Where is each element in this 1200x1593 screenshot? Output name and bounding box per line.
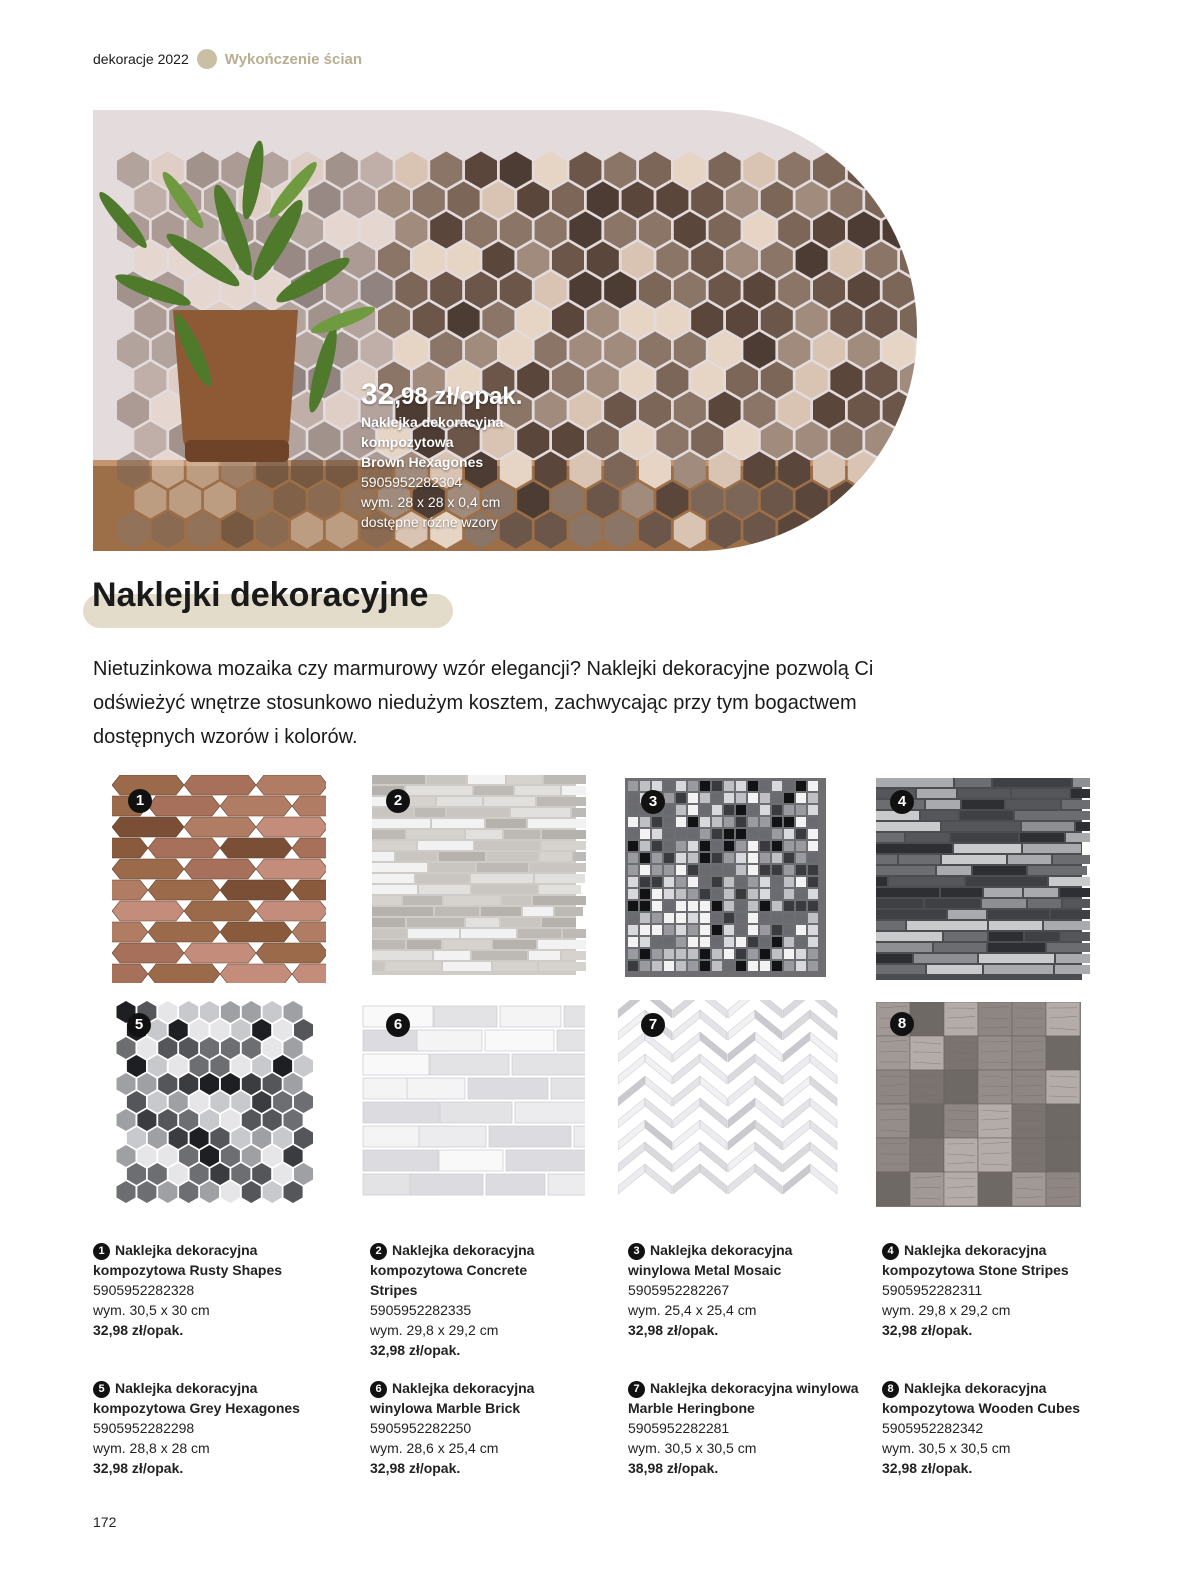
section-dot-icon [197, 49, 217, 69]
product-image-2 [372, 775, 586, 983]
product-ean-2: 5905952282335 [370, 1302, 472, 1318]
product-image-3 [625, 778, 839, 986]
product-number-1: 1 [93, 1243, 110, 1260]
product-name-3: 3 Naklejka dekoracyjna winylowa Metal Mosaic [628, 1242, 793, 1278]
product-number-2: 2 [370, 1243, 387, 1260]
product-dims-2: wym. 29,8 x 29,2 cm [370, 1322, 499, 1338]
product-ean-4: 5905952282311 [882, 1282, 983, 1298]
product-name-8: 8 Naklejka dekoracyjna kompozytowa Wooden Cubes [882, 1380, 1081, 1416]
product-number-7: 7 [628, 1381, 645, 1398]
product-badge-8: 8 [890, 1012, 914, 1036]
product-info-6 [370, 1378, 570, 1478]
product-image-1 [112, 775, 326, 983]
product-price-3: 32,98 zł/opak. [628, 1322, 719, 1338]
hero-price: 32,98 zł/opak. [361, 378, 523, 411]
product-dims-1: wym. 30,5 x 30 cm [93, 1302, 210, 1318]
product-badge-3: 3 [641, 790, 665, 814]
hero-hexagon-wall-illustration [93, 110, 917, 551]
page-number: 172 [93, 1514, 117, 1530]
intro-paragraph: Nietuzinkowa mozaika czy marmurowy wzór elegancji? Naklejki dekoracyjne pozwolą Ci odświeżyć wnętrze stosunkowo niedużym kosztem, zachwycając przy tym bogactwem dostępnych wzorów i kolorów. [93, 658, 874, 748]
section-title: Naklejki dekoracyjne [92, 576, 429, 614]
product-ean-6: 5905952282250 [370, 1420, 472, 1436]
product-name-1: 1 Naklejka dekoracyjna kompozytowa Rusty Shapes [93, 1242, 283, 1278]
hero-ean: 5905952282304 [361, 474, 463, 490]
product-number-4: 4 [882, 1243, 899, 1260]
product-number-5: 5 [93, 1381, 110, 1398]
product-price-1: 32,98 zł/opak. [93, 1322, 184, 1338]
hero-product-info [361, 412, 503, 532]
product-price-6: 32,98 zł/opak. [370, 1460, 461, 1476]
section-name: Wykończenie ścian [224, 50, 363, 68]
hero-product-name-3: Brown Hexagones [361, 454, 484, 470]
product-dims-7: wym. 30,5 x 30,5 cm [628, 1440, 757, 1456]
product-badge-4: 4 [890, 790, 914, 814]
product-price-4: 32,98 zł/opak. [882, 1322, 973, 1338]
product-name-2: 2 Naklejka dekoracyjna kompozytowa Concrete Stripes [370, 1242, 535, 1298]
product-info-4 [882, 1240, 1132, 1340]
product-ean-5: 5905952282298 [93, 1420, 195, 1436]
product-ean-3: 5905952282267 [628, 1282, 730, 1298]
product-info-2 [370, 1240, 570, 1360]
section-title-block [83, 576, 453, 628]
product-dims-4: wym. 29,8 x 29,2 cm [882, 1302, 1011, 1318]
page-header [93, 48, 362, 70]
product-image-8 [876, 1002, 1090, 1210]
product-info-5 [93, 1378, 343, 1478]
product-name-7: 7 Naklejka dekoracyjna winylowa Marble Heringbone [628, 1380, 859, 1416]
hero-note: dostępne różne wzory [361, 514, 498, 530]
product-badge-2: 2 [386, 789, 410, 813]
product-dims-8: wym. 30,5 x 30,5 cm [882, 1440, 1011, 1456]
product-price-8: 32,98 zł/opak. [882, 1460, 973, 1476]
catalog-name: dekoracje 2022 [93, 51, 189, 67]
product-ean-7: 5905952282281 [628, 1420, 730, 1436]
product-price-5: 32,98 zł/opak. [93, 1460, 184, 1476]
product-number-8: 8 [882, 1381, 899, 1398]
product-badge-5: 5 [127, 1013, 151, 1037]
product-badge-6: 6 [386, 1013, 410, 1037]
product-number-6: 6 [370, 1381, 387, 1398]
product-price-2: 32,98 zł/opak. [370, 1342, 461, 1358]
product-dims-6: wym. 28,6 x 25,4 cm [370, 1440, 499, 1456]
product-number-3: 3 [628, 1243, 645, 1260]
product-image-5 [112, 1000, 326, 1208]
product-price-7: 38,98 zł/opak. [628, 1460, 719, 1476]
product-name-5: 5 Naklejka dekoracyjna kompozytowa Grey Hexagones [93, 1380, 300, 1416]
product-name-4: 4 Naklejka dekoracyjna kompozytowa Stone Stripes [882, 1242, 1069, 1278]
product-name-6: 6 Naklejka dekoracyjna winylowa Marble Brick [370, 1380, 535, 1416]
product-ean-8: 5905952282342 [882, 1420, 984, 1436]
product-info-1 [93, 1240, 333, 1340]
product-badge-7: 7 [641, 1013, 665, 1037]
product-info-8 [882, 1378, 1082, 1478]
product-image-6 [361, 1000, 575, 1208]
hero-product-name-1: Naklejka dekoracyjna [361, 414, 504, 430]
product-dims-3: wym. 25,4 x 25,4 cm [628, 1302, 757, 1318]
product-info-3 [628, 1240, 828, 1340]
product-image-7 [618, 1000, 832, 1208]
hero-dims: wym. 28 x 28 x 0,4 cm [361, 494, 501, 510]
product-ean-1: 5905952282328 [93, 1282, 195, 1298]
product-dims-5: wym. 28,8 x 28 cm [93, 1440, 210, 1456]
hero-product-name-2: kompozytowa [361, 434, 454, 450]
product-badge-1: 1 [128, 789, 152, 813]
hero-image [93, 110, 917, 551]
product-image-4 [876, 778, 1090, 986]
product-info-7 [628, 1378, 868, 1478]
